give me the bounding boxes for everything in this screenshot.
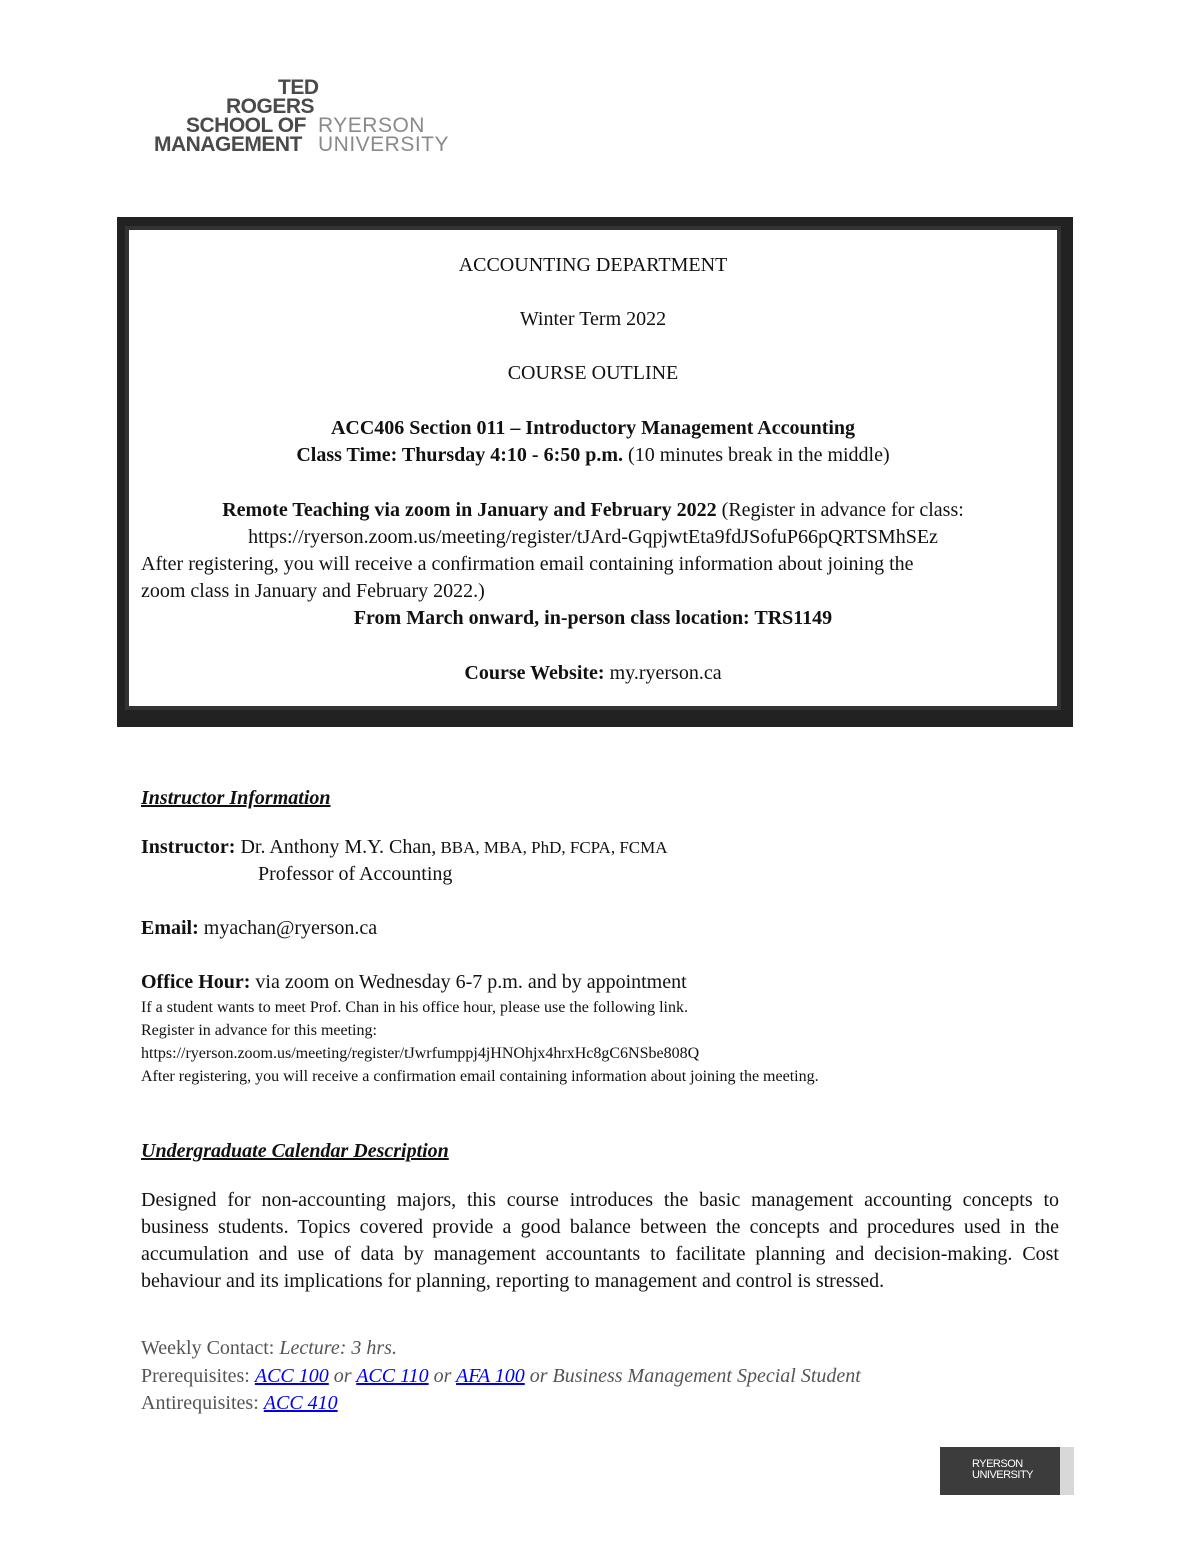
office-zoom-url[interactable]: https://ryerson.zoom.us/meeting/register/tJwrfumppj4jHNOhjx4hrxHc8gC6NSbe808Q <box>141 1045 700 1062</box>
office-note-2: Register in advance for this meeting: <box>141 1022 377 1039</box>
prerequisites-label: Prerequisites: <box>141 1365 255 1387</box>
antireq-link-acc410[interactable]: ACC 410 <box>263 1392 338 1414</box>
prereq-rest: or Business Management Special Student <box>524 1365 861 1387</box>
term-title: Winter Term 2022 <box>519 308 667 330</box>
prereq-link-acc100[interactable]: ACC 100 <box>254 1365 329 1387</box>
instructor-credentials: BBA, MBA, PhD, FCPA, FCMA <box>436 838 668 857</box>
prereq-link-afa100[interactable]: AFA 100 <box>456 1365 525 1387</box>
calendar-description: Designed for non-accounting majors, this course introduces the basic management accounting concepts to business students. Topics covered provide a good balance between the concepts and procedures used in the accumulation and use of data by management accountants to facilitate planning and decision-making. Cost behaviour and its implications for planning, reporting to management and control is stressed. <box>141 1189 1059 1292</box>
school-logo <box>150 76 460 156</box>
course-website-label: Course Website: <box>464 662 605 684</box>
office-note-1: If a student wants to meet Prof. Chan in his office hour, please use the following link. <box>141 999 688 1016</box>
remote-after-text-2: zoom class in January and February 2022.) <box>141 580 485 602</box>
office-hour-label: Office Hour: <box>141 971 251 993</box>
prerequisites <box>141 1363 861 1390</box>
email-value[interactable]: myachan@ryerson.ca <box>198 917 378 939</box>
class-time-label: Class Time: Thursday 4:10 - 6:50 p.m. <box>296 444 624 466</box>
remote-zoom-url[interactable]: https://ryerson.zoom.us/meeting/register/tJArd-GqpjwtEta9fdJSofuP66pQRTSMhSEz <box>248 526 938 548</box>
in-person-location: From March onward, in-person class location: TRS1149 <box>353 607 833 629</box>
course-title: ACC406 Section 011 – Introductory Management Accounting <box>330 417 856 439</box>
class-time <box>129 442 1057 469</box>
remote-teaching-label: Remote Teaching via zoom in January and February 2022 <box>222 499 717 521</box>
logo-text-ryerson: RYERSON <box>318 114 425 137</box>
prereq-link-acc110[interactable]: ACC 110 <box>356 1365 429 1387</box>
ryerson-footer-logo <box>940 1447 1060 1495</box>
instructor-line <box>141 834 668 861</box>
weekly-contact-label: Weekly Contact: <box>141 1337 280 1359</box>
email-line <box>141 915 377 942</box>
logo-text-management: MANAGEMENT <box>154 133 302 156</box>
email-label: Email: <box>141 917 199 939</box>
antirequisites-label: Antirequisites: <box>141 1392 264 1414</box>
remote-teaching <box>129 497 1057 524</box>
instructor-name: Dr. Anthony M.Y. Chan, <box>235 836 437 858</box>
logo-text-rogers: ROGERS <box>226 95 315 118</box>
footer-logo-line-1: RYERSON <box>972 1458 1023 1470</box>
department-title: ACCOUNTING DEPARTMENT <box>458 254 728 276</box>
instructor-label: Instructor: <box>141 836 236 858</box>
logo-text-university: UNIVERSITY <box>318 133 450 156</box>
remote-teaching-note: (Register in advance for class: <box>716 499 964 521</box>
course-outline-title: COURSE OUTLINE <box>507 362 679 384</box>
logo-text-ted: TED <box>278 76 319 99</box>
prereq-or-1: or <box>328 1365 357 1387</box>
course-website <box>129 660 1057 687</box>
office-hour-line <box>141 969 687 996</box>
course-header-box <box>125 226 1061 710</box>
office-note-4: After registering, you will receive a confirmation email containing information about joining the meeting. <box>141 1068 819 1085</box>
class-time-note: (10 minutes break in the middle) <box>623 444 890 466</box>
footer-logo-line-2: UNIVERSITY <box>972 1469 1034 1481</box>
calendar-heading: Undergraduate Calendar Description <box>141 1140 449 1162</box>
antirequisites <box>141 1390 338 1417</box>
weekly-contact <box>141 1335 397 1362</box>
logo-text-school-of: SCHOOL OF <box>186 114 306 137</box>
instructor-title: Professor of Accounting <box>258 863 453 885</box>
instructor-heading: Instructor Information <box>141 787 331 809</box>
office-hour-value: via zoom on Wednesday 6-7 p.m. and by appointment <box>250 971 687 993</box>
remote-after-text-1: After registering, you will receive a confirmation email containing information about joining the <box>141 553 914 575</box>
course-website-value[interactable]: my.ryerson.ca <box>604 662 722 684</box>
prereq-or-2: or <box>428 1365 457 1387</box>
weekly-contact-value: Lecture: 3 hrs. <box>279 1337 397 1359</box>
